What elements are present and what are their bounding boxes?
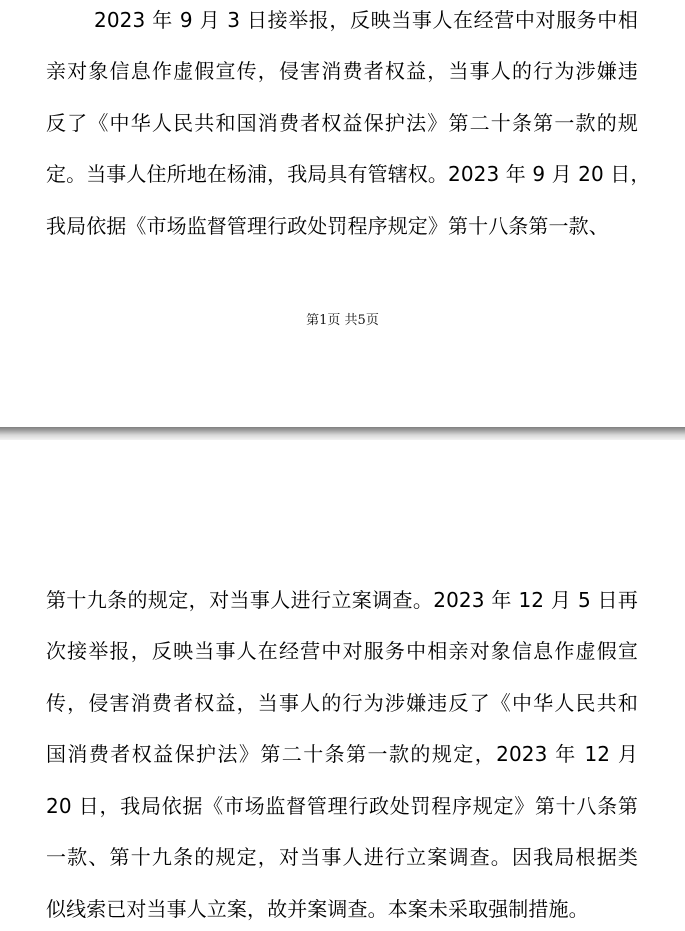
page-footer: 第1页 共5页	[306, 313, 379, 328]
paragraph-line: 亲对象信息作虚假宣传，侵害消费者权益，当事人的行为涉嫌违	[46, 59, 638, 83]
paragraph-line: 我局依据《市场监督管理行政处罚程序规定》第十八条第一款、	[46, 214, 609, 238]
page-separator	[0, 427, 685, 440]
paragraph-line: 20 日，我局依据《市场监督管理行政处罚程序规定》第十八条第	[46, 794, 638, 818]
paragraph-line: 一款、第十九条的规定，对当事人进行立案调查。因我局根据类	[46, 845, 638, 869]
document-page-1	[0, 0, 685, 427]
paragraph-line: 定。当事人住所地在杨浦，我局具有管辖权。2023 年 9 月 20 日，	[46, 162, 651, 186]
paragraph-line: 传，侵害消费者权益，当事人的行为涉嫌违反了《中华人民共和	[46, 691, 638, 715]
paragraph-line: 次接举报，反映当事人在经营中对服务中相亲对象信息作虚假宣	[46, 639, 638, 663]
paragraph-line: 反了《中华人民共和国消费者权益保护法》第二十条第一款的规	[46, 111, 638, 135]
document-page-2	[0, 440, 685, 931]
paragraph-line: 似线索已对当事人立案，故并案调查。本案未采取强制措施。	[46, 897, 589, 921]
paragraph-line: 国消费者权益保护法》第二十条第一款的规定，2023 年 12 月	[46, 742, 638, 766]
paragraph-line: 第十九条的规定，对当事人进行立案调查。2023 年 12 月 5 日再	[46, 588, 638, 612]
paragraph-line: 2023 年 9 月 3 日接举报，反映当事人在经营中对服务中相	[94, 8, 638, 32]
